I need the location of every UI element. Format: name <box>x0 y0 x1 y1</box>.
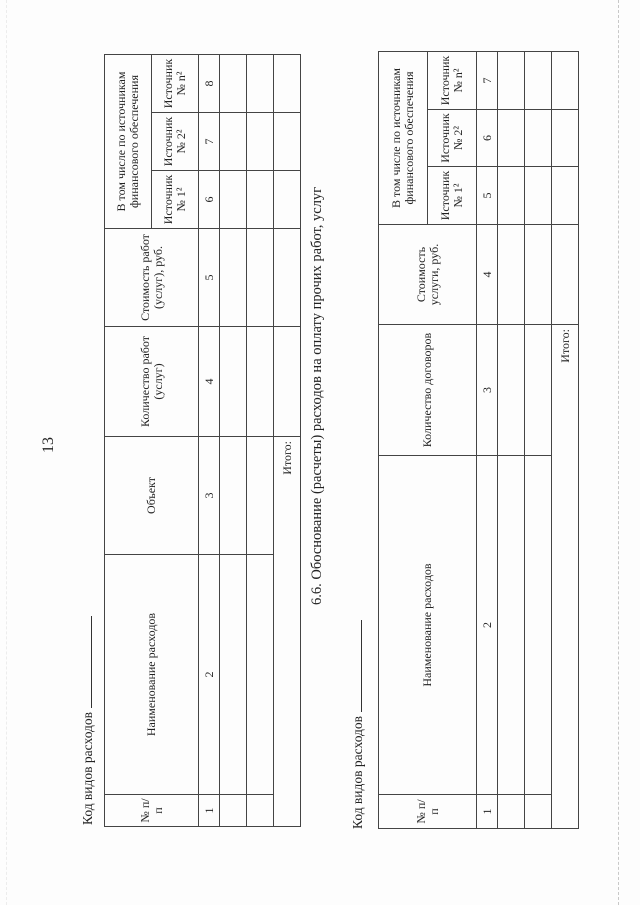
table1-cell[interactable] <box>220 171 247 229</box>
table1-h-num: № п/п <box>105 795 199 827</box>
table2-colnum: 1 <box>477 795 498 829</box>
table1-colnum: 7 <box>199 113 220 171</box>
table2-total-row <box>552 52 579 829</box>
table1-cell[interactable] <box>220 327 247 437</box>
table2-cell[interactable] <box>525 52 552 110</box>
table1-cell[interactable] <box>247 437 274 555</box>
table2-column-numbers <box>477 52 498 829</box>
table2-cell[interactable] <box>525 167 552 225</box>
table2-cell[interactable] <box>525 456 552 795</box>
table1-code-line <box>81 616 92 708</box>
table2-cell[interactable] <box>525 225 552 325</box>
table1-code-label-text: Код видов расходов <box>80 711 95 825</box>
table1-colnum: 3 <box>199 437 220 555</box>
table2-cell[interactable] <box>498 110 525 167</box>
table2-header-row-1 <box>379 52 428 829</box>
table2-cell[interactable] <box>525 795 552 829</box>
table1-cell[interactable] <box>247 171 274 229</box>
table1-column-numbers <box>199 55 220 827</box>
table1-total-cell[interactable] <box>274 171 301 229</box>
table2-total-cell[interactable] <box>552 167 579 225</box>
table2-cell[interactable] <box>498 325 525 456</box>
table1-cell[interactable] <box>220 437 247 555</box>
table1-row <box>247 55 274 827</box>
table1-h-name: Наименование расходов <box>105 555 199 795</box>
table1-colnum: 5 <box>199 229 220 327</box>
table2-row <box>525 52 552 829</box>
table1-cell[interactable] <box>220 229 247 327</box>
table1-cell[interactable] <box>220 113 247 171</box>
table1-h-src1: Источник № 1² <box>152 171 199 229</box>
table1-total-cell[interactable] <box>274 229 301 327</box>
table2-h-contracts: Количество договоров <box>379 325 477 456</box>
table1-cell[interactable] <box>247 555 274 795</box>
table1-header-row-1 <box>105 55 152 827</box>
table2-code-label-text: Код видов расходов <box>350 715 365 829</box>
table2-h-cost: Стоимость услуги, руб. <box>379 225 477 325</box>
table1-h-quantity: Количество работ (услуг) <box>105 327 199 437</box>
table2-total-cell[interactable] <box>552 225 579 325</box>
table1-colnum: 4 <box>199 327 220 437</box>
table2-total-cell[interactable] <box>552 52 579 110</box>
table2-colnum: 4 <box>477 225 498 325</box>
table1-total-cell[interactable] <box>274 113 301 171</box>
table1-total-row <box>274 55 301 827</box>
table1-total-cell[interactable] <box>274 327 301 437</box>
table1 <box>104 54 301 827</box>
table1-cell[interactable] <box>220 795 247 827</box>
table2-cell[interactable] <box>498 795 525 829</box>
table2-cell[interactable] <box>498 167 525 225</box>
table1-h-src2: Источник № 2² <box>152 113 199 171</box>
table1-row <box>220 55 247 827</box>
table2-h-src2: Источник № 2² <box>428 110 477 167</box>
table2-row <box>498 52 525 829</box>
table2-colnum: 7 <box>477 52 498 110</box>
table1-cell[interactable] <box>247 113 274 171</box>
table1-cell[interactable] <box>247 229 274 327</box>
section-title: 6.6. Обоснование (расчеты) расходов на оплату прочих работ, услуг <box>309 186 325 605</box>
table1-h-cost: Стоимость работ (услуг), руб. <box>105 229 199 327</box>
table1-total-label: Итого: <box>274 437 301 827</box>
table2-colnum: 2 <box>477 456 498 795</box>
table2-cell[interactable] <box>525 325 552 456</box>
table2-colnum: 6 <box>477 110 498 167</box>
table1-colnum: 8 <box>199 55 220 113</box>
table1-h-group: В том числе по источникам финансового обеспечения <box>105 55 152 229</box>
table1-colnum: 2 <box>199 555 220 795</box>
table1-h-object: Объект <box>105 437 199 555</box>
table1-total-cell[interactable] <box>274 55 301 113</box>
table2-h-group: В том числе по источникам финансового обеспечения <box>379 52 428 225</box>
table2-h-name: Наименование расходов <box>379 456 477 795</box>
table2 <box>378 51 579 829</box>
table1-cell[interactable] <box>247 795 274 827</box>
table1-colnum: 1 <box>199 795 220 827</box>
table2-cell[interactable] <box>498 52 525 110</box>
table2-cell[interactable] <box>525 110 552 167</box>
table1-cell[interactable] <box>247 55 274 113</box>
page-number: 13 <box>40 437 57 453</box>
table2-h-srcn: Источник № n² <box>428 52 477 110</box>
table1-colnum: 6 <box>199 171 220 229</box>
table2-total-label: Итого: <box>552 325 579 829</box>
table2-h-src1: Источник № 1² <box>428 167 477 225</box>
table1-cell[interactable] <box>220 55 247 113</box>
table2-code-line <box>351 620 362 712</box>
table1-cell[interactable] <box>220 555 247 795</box>
table1-cell[interactable] <box>247 327 274 437</box>
table2-cell[interactable] <box>498 456 525 795</box>
table2-h-num: № п/п <box>379 795 477 829</box>
table2-code-label <box>350 620 366 829</box>
table1-code-label <box>80 616 96 825</box>
table1-h-srcn: Источник № n² <box>152 55 199 113</box>
table2-total-cell[interactable] <box>552 110 579 167</box>
table2-colnum: 3 <box>477 325 498 456</box>
table2-cell[interactable] <box>498 225 525 325</box>
table2-colnum: 5 <box>477 167 498 225</box>
